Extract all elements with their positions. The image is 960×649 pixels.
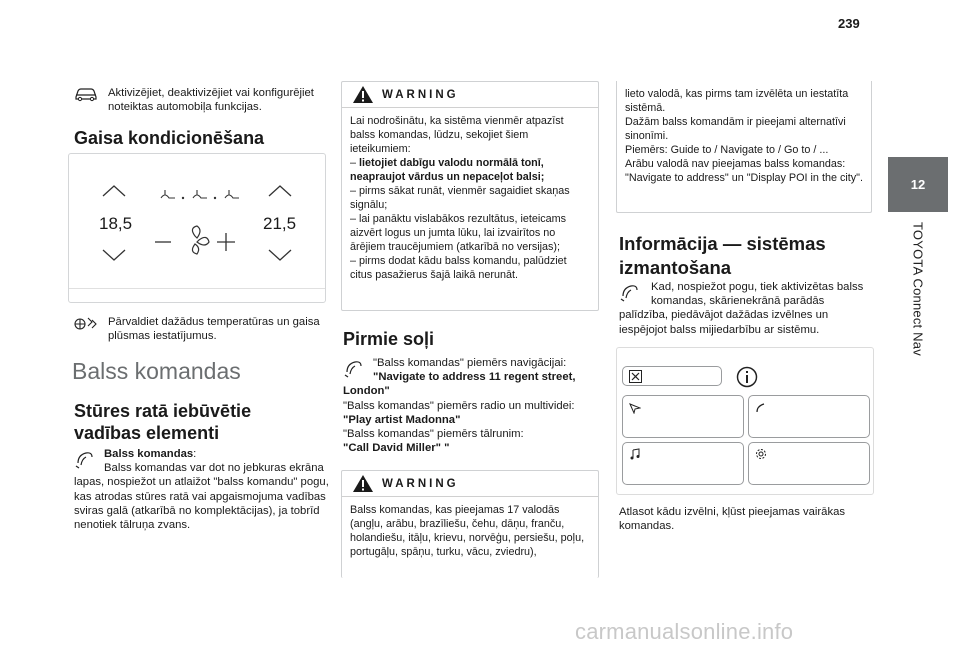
airflow-row	[74, 315, 332, 343]
warning1-bullet4: – pirms dodat kādu balss komandu, palūdziet citus pasažierus šajā laikā nerunāt.	[350, 255, 567, 281]
info-heading-line2: izmantošana	[619, 257, 732, 278]
car-functions-row	[74, 86, 332, 114]
warning-title-1: WARNING	[382, 88, 459, 101]
tile-music[interactable]	[622, 442, 744, 485]
temp-left-up-icon	[103, 186, 125, 196]
voice-text: Balss komandas var dot no jebkuras ekrāna lapas, nospiežot un atlaižot "balss komandu" pogu, kas atrodas stūres ratā vai apgaismojuma vadības sviras galā (atkarībā no komplektācijas), ja tobrīd nenotiek tālruņa zvans.	[74, 462, 329, 532]
tile-close[interactable]	[622, 366, 722, 386]
info-screen-image	[616, 347, 874, 495]
climate-heading: Gaisa kondicionēšana	[74, 128, 265, 148]
voice-label: Balss komandas	[104, 448, 194, 460]
tile-settings[interactable]	[748, 442, 870, 485]
phone-icon	[755, 402, 767, 414]
ex-radio-cmd: "Play artist Madonna"	[343, 413, 461, 426]
ex-phone-label: "Balss komandas" piemērs tālrunim:	[343, 428, 524, 441]
settings-icon	[755, 448, 767, 460]
chapter-title: TOYOTA Connect Nav	[910, 222, 926, 356]
voice-command-icon-3	[619, 280, 651, 308]
warning1-intro: Lai nodrošinātu, ka sistēma vienmēr atpazīst balss komandas, lūdzu, sekojiet šiem ieteikumiem:	[350, 115, 564, 155]
warning1-bullet2: – pirms sākat runāt, vienmēr sagaidiet skaņas signālu;	[350, 185, 570, 211]
ex-phone-cmd: "Call David Miller" "	[343, 442, 450, 455]
warning-title-2: WARNING	[382, 477, 459, 490]
first-steps-heading: Pirmie soļi	[343, 329, 435, 349]
voice-commands-heading: Balss komandas	[72, 358, 241, 384]
fan-icon	[74, 315, 102, 337]
voice-command-icon-2	[343, 356, 373, 382]
watermark: carmanualsonline.info	[575, 619, 794, 644]
climate-panel	[68, 153, 326, 303]
car-functions-text: Aktivizējiet, deaktivizējiet vai konfigurējiet noteiktas automobiļa funkcijas.	[108, 87, 314, 114]
continuation-text: lieto valodā, kas pirms tam izvēlēta un iestatīta sistēmā. Dažām balss komandām ir pieejami alternatīvi sinonīmi. Piemērs: Guide to / Navigate to / Go to / ... Arābu valodā nav pieejamas balss komandas: "Navigate to address" un "Display POI in the city".	[625, 88, 863, 184]
warning-icon-2	[352, 474, 374, 493]
temp-right-value[interactable]: 21,5	[263, 214, 297, 233]
music-icon	[629, 448, 641, 460]
examples-block	[343, 356, 599, 455]
airflow-text: Pārvaldiet dažādus temperatūras un gaisa plūsmas iestatījumus.	[108, 316, 320, 343]
warning-box-2	[341, 470, 599, 578]
temp-left-down-icon	[103, 250, 125, 260]
info-block	[619, 280, 875, 337]
temp-right-up-icon	[269, 186, 291, 196]
page-number: 239	[838, 16, 860, 31]
info-icon	[736, 366, 758, 388]
temp-right-down-icon	[269, 250, 291, 260]
steering-heading-line1: Stūres ratā iebūvētie	[74, 401, 252, 421]
temp-left-value[interactable]: 18,5	[99, 214, 133, 233]
warning1-bullet1: lietojiet dabīgu valodu normālā tonī, neapraujot vārdus un nepaceļot balsi;	[350, 157, 545, 183]
navigation-icon	[629, 402, 641, 414]
warning2-text: Balss komandas, kas pieejamas 17 valodās (angļu, arābu, brazīliešu, čehu, dāņu, franču, holandiešu, itāļu, krievu, norvēģu, persiešu, poļu, portugāļu, spāņu, turku, vācu, zviedru),	[350, 504, 585, 558]
chapter-tab	[888, 0, 960, 649]
voice-block: Balss komandas: Balss komandas var dot no jebkuras ekrāna lapas, nospiežot un atlaižot "balss komandu" pogu, kas atrodas stūres ratā vai apgaismojuma vadības sviras galā (atkarībā no komplektācijas), ja tobrīd nenotiek tālruņa zvans.	[74, 448, 329, 532]
ex-radio-label: "Balss komandas" piemērs radio un multividei:	[343, 399, 575, 412]
tile-phone[interactable]	[748, 395, 870, 438]
climate-bottom-bar	[69, 288, 325, 302]
continuation-box	[616, 81, 872, 213]
warning-icon	[352, 85, 374, 104]
info-heading-line1: Informācija — sistēmas	[619, 233, 826, 254]
car-icon	[74, 86, 102, 108]
info-text: Kad, nospiežot pogu, tiek aktivizētas balss komandas, skārienekrānā parādās palīdzība, piedāvājot dažādas izvēlnes un iespējojot balss mijiedarbību ar sistēmu.	[619, 281, 864, 336]
tile-navigation[interactable]	[622, 395, 744, 438]
warning-box-1: WARNING Lai nodrošinātu, ka sistēma vienmēr atpazīst balss komandas, lūdzu, sekojiet šiem ieteikumiem: – lietojiet dabīgu valodu normālā tonī, neapraujot vārdus un nepaceļot balsi; – pirms sākat runāt, vienmēr sagaidiet skaņas signālu; – lai panāktu vislabākos rezultātus, ieteicams aizvērt logus un jumta lūku, lai izvairītos no ārējiem traucējumiem (atkarībā no versijas); – pirms dodat kādu balss komandu, palūdziet citus pasažierus šajā laikā nerunāt.	[341, 81, 599, 311]
select-text: Atlasot kādu izvēlni, kļūst pieejamas vairākas komandas.	[619, 506, 846, 533]
warning1-bullet3: – lai panāktu vislabākos rezultātus, ieteicams aizvērt logus un jumta lūku, lai izvairītos no ārējiem traucējumiem (atkarībā no versijas);	[350, 213, 567, 253]
ex-nav-cmd: "Navigate to address 11 regent street, London"	[343, 371, 576, 398]
steering-heading-line2: vadības elementi	[74, 423, 220, 443]
voice-command-icon	[74, 447, 104, 473]
chapter-title-wrap	[888, 222, 948, 452]
chapter-number: 12	[888, 157, 948, 212]
ex-nav-label: "Balss komandas" piemērs navigācijai:	[373, 357, 567, 369]
